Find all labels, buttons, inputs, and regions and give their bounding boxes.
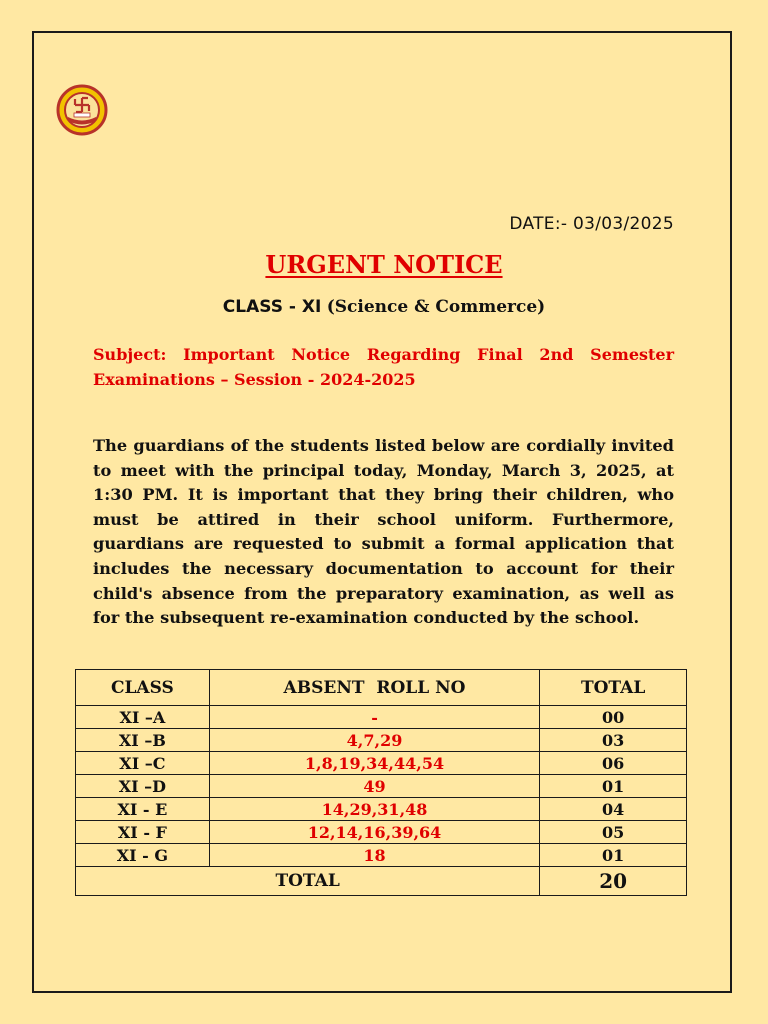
notice-date: DATE:- 03/03/2025 (509, 214, 674, 234)
table-row (76, 729, 687, 752)
cell-rolls: 14,29,31,48 (209, 798, 540, 821)
cell-class: XI –C (76, 752, 210, 775)
table-row (76, 821, 687, 844)
notice-title: URGENT NOTICE (265, 250, 503, 279)
table-row (76, 706, 687, 729)
notice-body: The guardians of the students listed below are cordially invited to meet with the principal today, Monday, March 3, 2025, at 1:30 PM. It is important that they bring their children, who must be attired in their school uniform. Furthermore, guardians are requested to submit a formal application that includes the necessary documentation to account for their child's absence from the preparatory examination, as well as for the subsequent re-examination conducted by the school. (93, 436, 674, 628)
cell-total: 06 (540, 752, 687, 775)
class-stream: (Science & Commerce) (326, 297, 546, 317)
cell-total: 05 (540, 821, 687, 844)
cell-class: XI –A (76, 706, 210, 729)
table-row (76, 752, 687, 775)
table-row (76, 844, 687, 867)
header-absent-roll-no: ABSENT ROLL NO (209, 670, 540, 706)
cell-rolls: 18 (209, 844, 540, 867)
class-label: CLASS - XI (222, 297, 322, 317)
cell-total: 01 (540, 844, 687, 867)
table-row (76, 798, 687, 821)
class-heading (0, 297, 768, 317)
cell-rolls: - (209, 706, 540, 729)
cell-total: 01 (540, 775, 687, 798)
cell-rolls: 49 (209, 775, 540, 798)
total-label: TOTAL (76, 867, 540, 896)
cell-class: XI –B (76, 729, 210, 752)
table-row (76, 775, 687, 798)
cell-rolls: 1,8,19,34,44,54 (209, 752, 540, 775)
header-class: CLASS (76, 670, 210, 706)
table-header-row (76, 670, 687, 706)
cell-total: 04 (540, 798, 687, 821)
cell-total: 00 (540, 706, 687, 729)
cell-class: XI - F (76, 821, 210, 844)
cell-class: XI –D (76, 775, 210, 798)
header-total: TOTAL (540, 670, 687, 706)
cell-class: XI - E (76, 798, 210, 821)
grand-total: 20 (540, 867, 687, 896)
table-total-row (76, 867, 687, 896)
cell-total: 03 (540, 729, 687, 752)
school-emblem-icon (53, 84, 111, 136)
absent-roll-table (75, 669, 687, 896)
notice-subject: Subject: Important Notice Regarding Final 2nd Semester Examinations – Session - 2024-2025 (93, 345, 674, 389)
cell-class: XI - G (76, 844, 210, 867)
cell-rolls: 12,14,16,39,64 (209, 821, 540, 844)
cell-rolls: 4,7,29 (209, 729, 540, 752)
